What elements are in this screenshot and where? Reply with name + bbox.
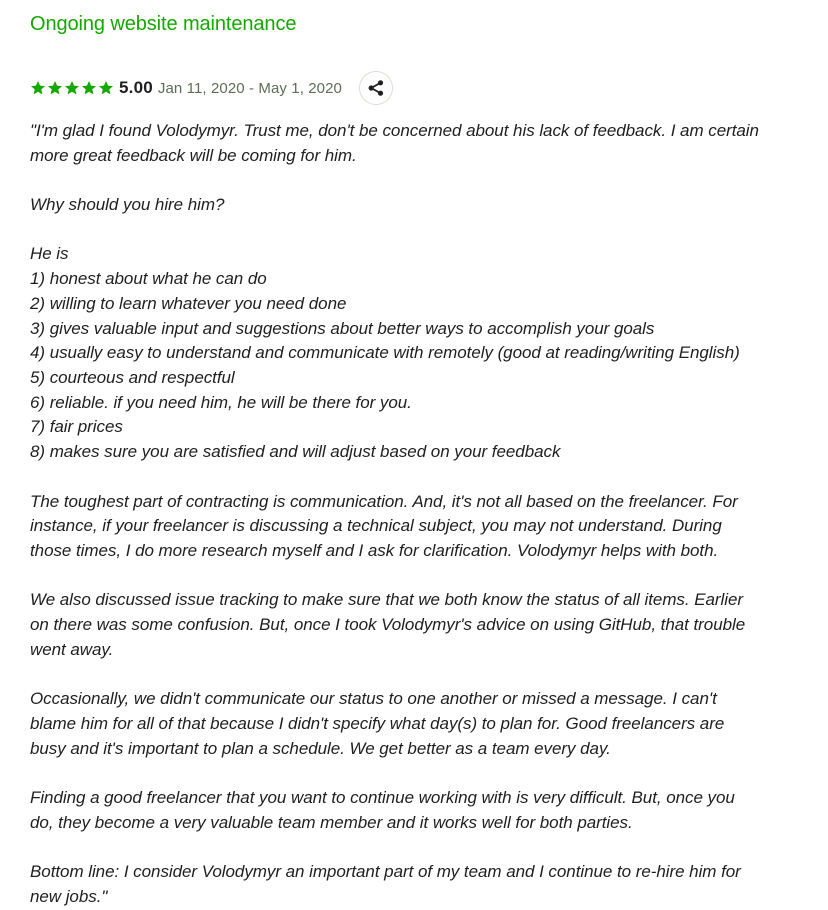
- review-blank-line: [30, 835, 810, 860]
- review-line: 4) usually easy to understand and communicate with remotely (good at reading/writing English): [30, 343, 740, 363]
- review-line: We also discussed issue tracking to make sure that we both know the status of all items. Earlier: [30, 590, 743, 610]
- review-line: 5) courteous and respectful: [30, 368, 235, 387]
- review-line: He is: [30, 244, 69, 264]
- review-line: blame him for all of that because I didn't specify what day(s) to plan for. Good freelancers are: [30, 713, 725, 733]
- review-line: more great feedback will be coming for him.: [30, 145, 357, 165]
- review-line: Occasionally, we didn't communicate our status to one another or missed a message. I can't: [30, 689, 717, 709]
- star-icon: [64, 80, 80, 96]
- share-icon: [367, 79, 385, 97]
- review-line: went away.: [30, 639, 114, 659]
- review-line: 8) makes sure you are satisfied and will adjust based on your feedback: [30, 442, 561, 462]
- review-text: [30, 119, 810, 909]
- review-line: those times, I do more research myself and I ask for clarification. Volodymyr helps with both.: [30, 540, 719, 560]
- review-line: Bottom line: I consider Volodymyr an important part of my team and I continue to re-hire him for: [30, 861, 741, 881]
- review-line: 1) honest about what he can do: [30, 269, 267, 289]
- star-icon: [98, 80, 114, 96]
- review-line: on there was some confusion. But, once I took Volodymyr's advice on using GitHub, that trouble: [30, 615, 746, 634]
- rating-value: 5.00: [119, 78, 153, 97]
- review-blank-line: [30, 168, 810, 193]
- review-blank-line: [30, 465, 810, 490]
- review-line: busy and it's important to plan a schedule. We get better as a team every day.: [30, 738, 611, 758]
- star-icon: [81, 80, 97, 96]
- review-blank-line: [30, 662, 810, 687]
- review-blank-line: [30, 761, 810, 786]
- review-line: 3) gives valuable input and suggestions about better ways to accomplish your goals: [30, 318, 655, 338]
- star-icon: [47, 80, 63, 96]
- review-line: instance, if your freelancer is discussing a technical subject, you may not understand. During: [30, 516, 722, 536]
- review-line: Finding a good freelancer that you want to continue working with is very difficult. But, once you: [30, 787, 735, 807]
- review-line: "I'm glad I found Volodymyr. Trust me, don't be concerned about his lack of feedback. I am certain: [30, 121, 759, 140]
- review-blank-line: [30, 218, 810, 243]
- share-button[interactable]: [359, 71, 393, 105]
- review-blank-line: [30, 564, 810, 589]
- review-line: 6) reliable. if you need him, he will be there for you.: [30, 392, 412, 412]
- review-line: do, they become a very valuable team member and it works well for both parties.: [30, 812, 633, 832]
- review-line: 2) willing to learn whatever you need done: [30, 293, 347, 313]
- feedback-meta: [30, 68, 810, 108]
- job-title-link[interactable]: Ongoing website maintenance: [30, 13, 297, 35]
- review-line: The toughest part of contracting is communication. And, it's not all based on the freelancer. For: [30, 491, 738, 511]
- contract-dates: Jan 11, 2020 - May 1, 2020: [157, 79, 342, 97]
- review-line: new jobs.": [30, 886, 108, 906]
- star-icon: [30, 80, 46, 96]
- review-line: 7) fair prices: [30, 417, 123, 437]
- review-line: Why should you hire him?: [30, 195, 225, 215]
- star-rating: [30, 80, 114, 96]
